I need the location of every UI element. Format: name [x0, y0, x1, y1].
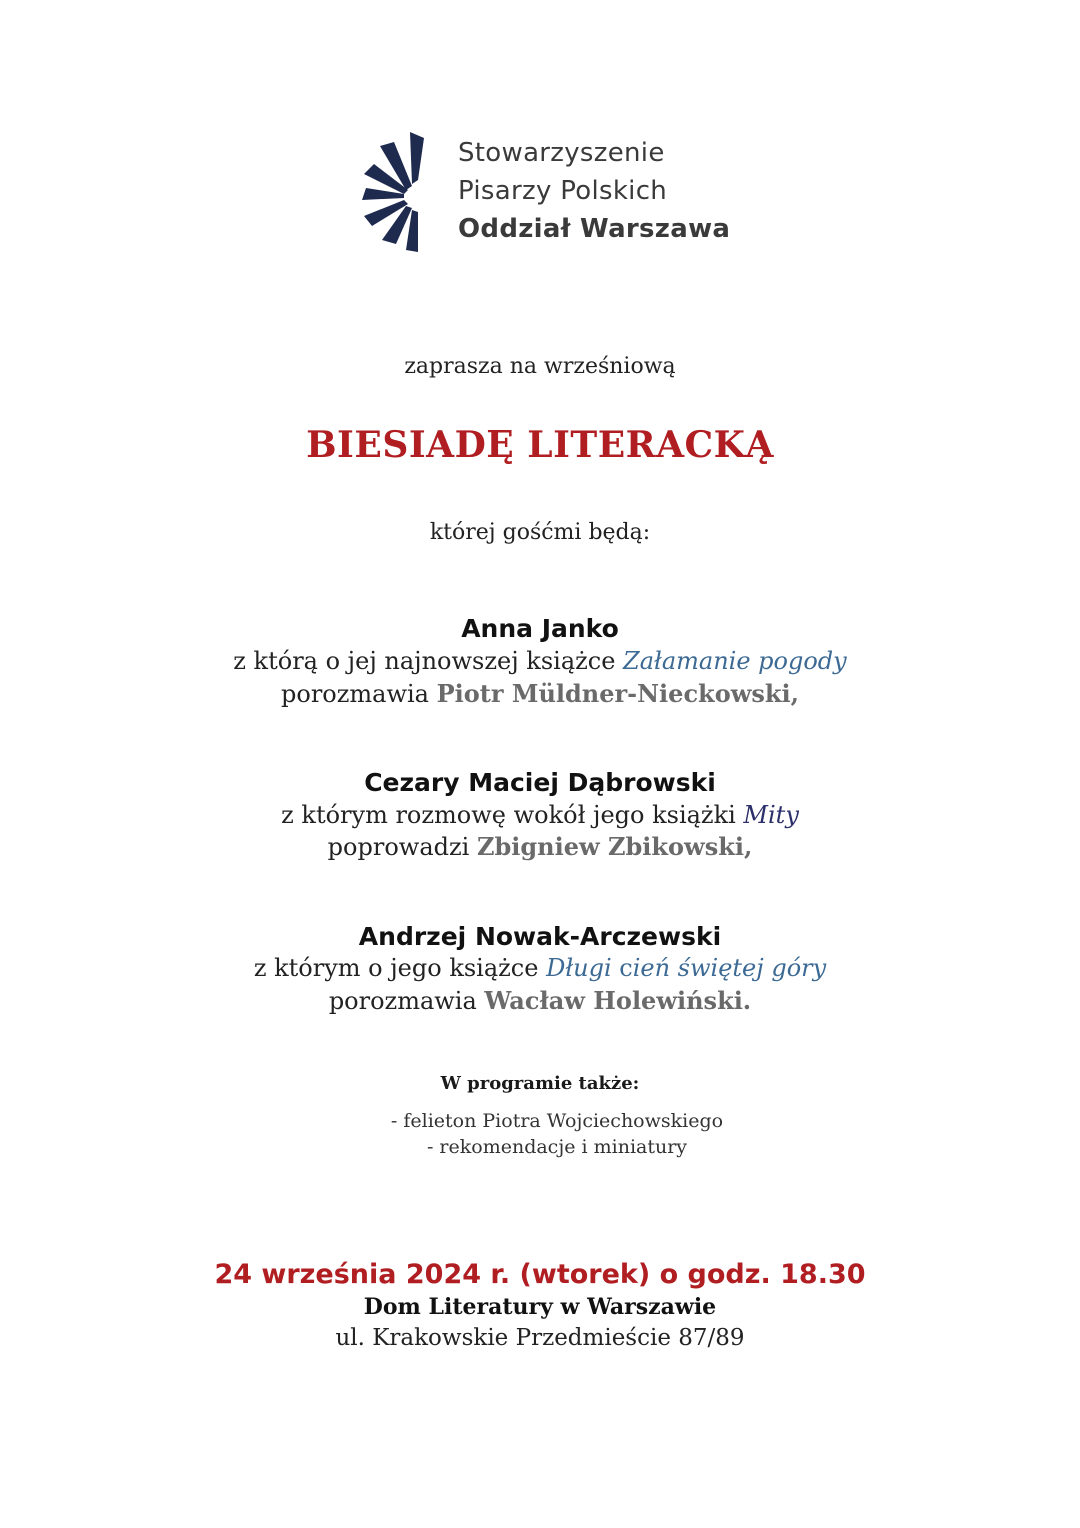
org-name-line2: Pisarzy Polskich	[458, 176, 668, 206]
guest-name: Cezary Maciej Dąbrowski	[364, 768, 716, 797]
host-name: Wacław Holewiński.	[484, 986, 752, 1015]
event-title: BIESIADĘ LITERACKĄ	[306, 424, 774, 466]
guests-intro: której gośćmi będą:	[429, 520, 651, 545]
book-title: Mity	[743, 801, 799, 829]
host-name: Piotr Müldner-Nieckowski,	[436, 679, 799, 708]
guest-name: Anna Janko	[461, 614, 619, 643]
guest-host-line: porozmawia Wacław Holewiński.	[328, 986, 752, 1015]
guest-description: z którym o jego książce Długi cień świętej góry	[253, 954, 827, 982]
guest-host-line: poprowadzi Zbigniew Zbikowski,	[327, 832, 753, 861]
logo-quill-icon	[362, 130, 426, 254]
org-name-line1: Stowarzyszenie	[458, 138, 665, 168]
intro-text: zaprasza na wrześniową	[404, 354, 676, 379]
event-date: 24 września 2024 r. (wtorek) o godz. 18.30	[214, 1259, 866, 1290]
org-branch: Oddział Warszawa	[458, 214, 731, 244]
book-title: Załamanie pogody	[623, 647, 847, 675]
program-item: - felieton Piotra Wojciechowskiego	[390, 1110, 724, 1132]
guest-description: z którą o jej najnowszej książce Załamanie pogody	[233, 647, 847, 675]
guest-host-line: porozmawia Piotr Müldner-Nieckowski,	[281, 679, 799, 708]
guest-name: Andrzej Nowak-Arczewski	[358, 922, 722, 951]
book-title: Długi cień świętej góry	[546, 954, 827, 982]
guest-description: z którym rozmowę wokół jego książki Mity	[281, 801, 799, 829]
event-address: ul. Krakowskie Przedmieście 87/89	[335, 1325, 745, 1351]
program-heading: W programie także:	[440, 1073, 640, 1094]
host-name: Zbigniew Zbikowski,	[476, 832, 753, 861]
program-item: - rekomendacje i miniatury	[426, 1136, 688, 1158]
event-venue: Dom Literatury w Warszawie	[363, 1294, 717, 1320]
